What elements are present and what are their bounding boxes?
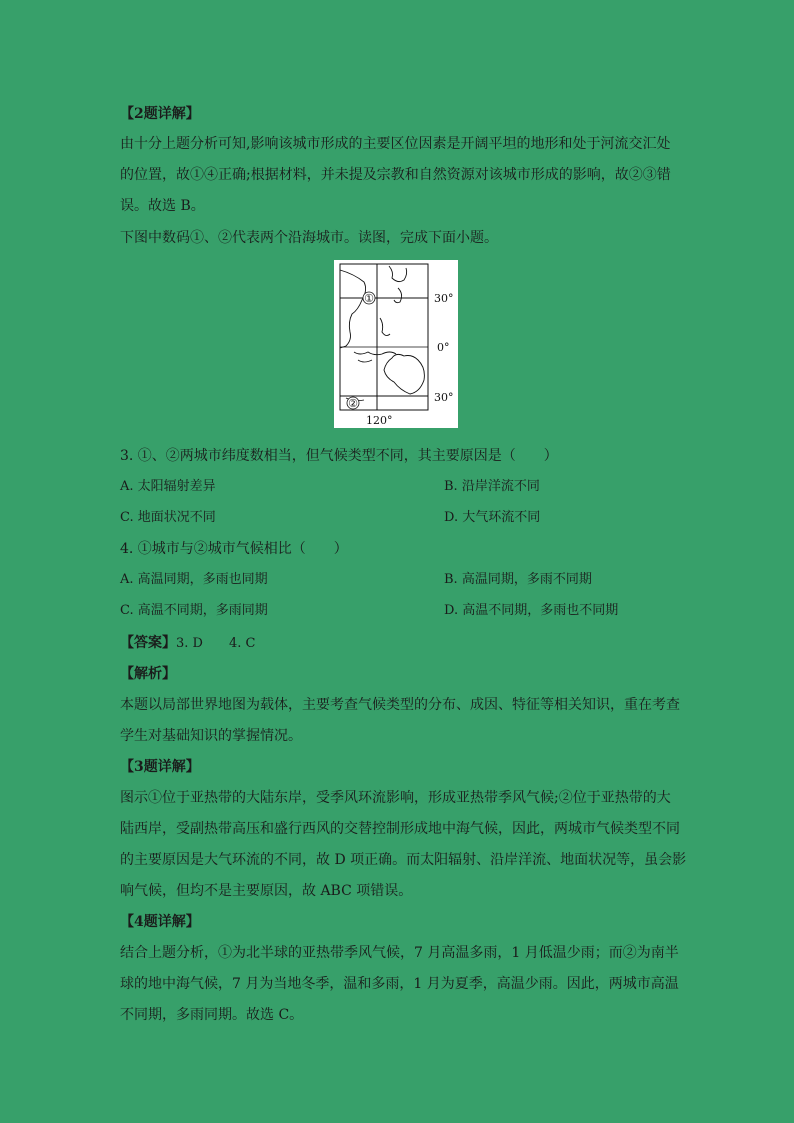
q3-option-c: C. 地面状况不同: [120, 510, 216, 525]
q3-detail-line: 陆西岸，受副热带高压和盛行西风的交替控制形成地中海气候，因此，两城市气候类型不同: [120, 821, 680, 837]
q4-stem: 4. ①城市与②城市气候相比（ ）: [120, 541, 348, 557]
q4-option-d: D. 高温不同期，多雨也不同期: [444, 603, 619, 618]
q4-detail-heading: 【4题详解】: [120, 914, 200, 930]
q4-option-a: A. 高温同期，多雨也同期: [120, 572, 268, 587]
q3-detail-line: 响气候，但均不是主要原因，故 ABC 项错误。: [120, 883, 413, 899]
answer-label: 【答案】: [120, 635, 176, 651]
answer-line: [120, 633, 255, 654]
analysis-text-line: 本题以局部世界地图为载体，主要考查气候类型的分布、成因、特征等相关知识，重在考查: [120, 697, 680, 713]
analysis-heading: 【解析】: [120, 666, 176, 682]
analysis-text-line: 学生对基础知识的掌握情况。: [120, 728, 302, 744]
q3-stem: 3. ①、②两城市纬度数相当，但气候类型不同，其主要原因是（ ）: [120, 448, 558, 464]
q3-detail-heading: 【3题详解】: [120, 759, 200, 775]
q2-text-line: 误。故选 B。: [120, 198, 205, 214]
lon-label: 120°: [366, 414, 393, 427]
q4-option-c: C. 高温不同期，多雨同期: [120, 603, 268, 618]
q2-heading: 【2题详解】: [120, 106, 200, 122]
q3-detail-line: 图示①位于亚热带的大陆东岸，受季风环流影响，形成亚热带季风气候;②位于亚热带的大: [120, 790, 671, 806]
q4-detail-line: 结合上题分析，①为北半球的亚热带季风气候，7 月高温多雨，1 月低温少雨；而②为南半: [120, 945, 679, 961]
q3-detail-line: 的主要原因是大气环流的不同，故 D 项正确。而太阳辐射、沿岸洋流、地面状况等，虽会影: [120, 852, 687, 868]
lat-south-label: 30°: [434, 391, 454, 404]
city-2-label: ②: [348, 397, 358, 410]
map-svg: [334, 260, 458, 428]
lat-north-label: 30°: [434, 292, 454, 305]
q3-option-b: B. 沿岸洋流不同: [444, 479, 540, 494]
map-figure: [334, 260, 458, 428]
q3-option-a: A. 太阳辐射差异: [120, 479, 216, 494]
lat-equator-label: 0°: [437, 341, 450, 354]
q2-text-line: 的位置，故①④正确;根据材料，并未提及宗教和自然资源对该城市形成的影响，故②③错: [120, 167, 671, 183]
q2-text-line: 由十分上题分析可知,影响该城市形成的主要区位因素是开阔平坦的地形和处于河流交汇处: [120, 136, 671, 152]
figure-intro: 下图中数码①、②代表两个沿海城市。读图，完成下面小题。: [120, 230, 498, 246]
q4-detail-line: 球的地中海气候，7 月为当地冬季，温和多雨，1 月为夏季，高温少雨。因此，两城市高温: [120, 976, 679, 992]
q4-detail-line: 不同期，多雨同期。故选 C。: [120, 1007, 304, 1023]
answer-text: 3. D 4. C: [176, 636, 256, 651]
q4-option-b: B. 高温同期，多雨不同期: [444, 572, 592, 587]
city-1-label: ①: [364, 292, 374, 305]
q3-option-d: D. 大气环流不同: [444, 510, 541, 525]
